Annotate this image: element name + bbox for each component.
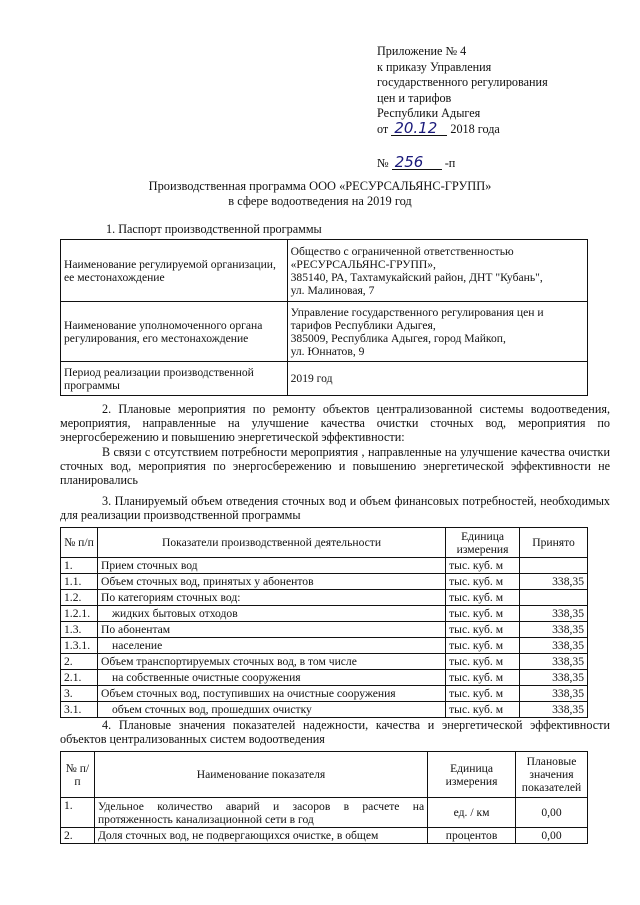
row-unit: тыс. куб. м [446,638,520,654]
row-number: 2. [61,654,98,670]
row-value: 338,35 [520,574,588,590]
row-unit: тыс. куб. м [446,686,520,702]
header-line: Приложение № 4 [377,44,467,58]
title-line-1: Производственная программа ООО «РЕСУРСАЛЬЯНС-ГРУПП» [148,179,492,193]
row-name: Объем сточных вод, принятых у абонентов [97,574,445,590]
number-suffix: -п [444,155,456,170]
section2-text2: В связи с отсутствием потребности мероприятия , направленные на улучшение качества очистки сточных вод, мероприятия по энергосбережению и повышению энергетической эффективности не планировались [60,445,610,488]
column-header: Единица измерения [446,528,520,558]
row-unit: тыс. куб. м [446,654,520,670]
row-name: По абонентам [97,622,445,638]
section2-text: 2. Плановые мероприятия по ремонту объектов централизованной системы водоотведения, мероприятия, направленные на улучшение качества очистки сточных вод, мероприятия по энергосбережению и повышению энергетической эффективности: [60,402,610,445]
column-header: № п/п [61,528,98,558]
table-row [61,590,588,606]
table-row [61,574,588,590]
row-value: 338,35 [520,654,588,670]
row-number: 2.1. [61,670,98,686]
row-unit: тыс. куб. м [446,670,520,686]
row-value [520,558,588,574]
passport-value: Управление государственного регулирования цен и тарифов Республики Адыгея, 385009, Республика Адыгея, город Майкоп, ул. Юннатов, 9 [287,302,587,362]
table-row [61,362,588,396]
table-row [61,638,588,654]
row-unit: тыс. куб. м [446,574,520,590]
row-name: на собственные очистные сооружения [97,670,445,686]
column-header: Принято [520,528,588,558]
document-title [0,179,640,209]
section4-heading: 4. Плановые значения показателей надежности, качества и энергетической эффективности объектов централизованных систем водоотведения [60,718,610,747]
row-value: 338,35 [520,606,588,622]
passport-label: Период реализации производственной программы [61,362,288,396]
table-row [61,686,588,702]
section1-heading: 1. Паспорт производственной программы [106,222,322,236]
row-value: 338,35 [520,686,588,702]
number-prefix: № [377,155,389,170]
row-number: 1.2.1. [61,606,98,622]
column-header: Наименование показателя [94,752,427,798]
row-number: 3. [61,686,98,702]
date-suffix: 2018 года [450,121,500,136]
table-row [61,302,588,362]
row-unit: тыс. куб. м [446,606,520,622]
table-row [61,240,588,302]
passport-table [60,239,588,396]
row-number: 1.3.1. [61,638,98,654]
column-header: Показатели производственной деятельности [97,528,445,558]
passport-label: Наименование регулируемой организации, ее местонахождение [61,240,288,302]
table-row [61,702,588,718]
date-prefix: от [377,121,389,136]
indicators-table [60,751,588,844]
row-value: 338,35 [520,702,588,718]
column-header: Единица измерения [428,752,516,798]
row-value: 338,35 [520,670,588,686]
header-number [377,152,548,172]
title-line-2: в сфере водоотведения на 2019 год [228,194,412,208]
table-row [61,654,588,670]
row-unit: ед. / км [428,798,516,828]
row-number: 1.3. [61,622,98,638]
row-unit: тыс. куб. м [446,622,520,638]
passport-value: 2019 год [287,362,587,396]
row-name: объем сточных вод, прошедших очистку [97,702,445,718]
header-line: Республики Адыгея [377,106,481,121]
section3-heading: 3. Планируемый объем отведения сточных вод и объем финансовых потребностей, необходимых для реализации производственной программы [60,494,610,523]
row-number: 1.2. [61,590,98,606]
row-name: Удельное количество аварий и засоров в расчете на протяженность канализационной сети в год [94,798,427,828]
table-row [61,622,588,638]
header-date [377,118,548,138]
header-line: цен и тарифов [377,90,452,105]
row-unit: процентов [428,828,516,844]
row-name: население [97,638,445,654]
row-name: жидких бытовых отходов [97,606,445,622]
header-line: государственного регулирования [377,75,548,90]
volume-table [60,527,588,718]
table-row [61,558,588,574]
column-header: Плановые значения показателей [516,752,588,798]
table-row [61,798,588,828]
passport-label: Наименование уполномоченного органа регулирования, его местонахождение [61,302,288,362]
row-number: 1. [61,798,95,828]
table-row [61,828,588,844]
row-value [520,590,588,606]
table-row [61,670,588,686]
row-unit: тыс. куб. м [446,590,520,606]
header-line: к приказу Управления [377,59,492,74]
row-value: 0,00 [516,828,588,844]
row-number: 2. [61,828,95,844]
table-header-row [61,752,588,798]
row-value: 338,35 [520,622,588,638]
row-name: Объем сточных вод, поступивших на очистные сооружения [97,686,445,702]
row-value: 0,00 [516,798,588,828]
row-name: Прием сточных вод [97,558,445,574]
appendix-header [377,44,548,171]
table-row [61,606,588,622]
row-unit: тыс. куб. м [446,702,520,718]
row-name: По категориям сточных вод: [97,590,445,606]
handwritten-number: 256 [392,156,442,170]
row-value: 338,35 [520,638,588,654]
table-header-row [61,528,588,558]
row-name: Объем транспортируемых сточных вод, в том числе [97,654,445,670]
row-number: 1.1. [61,574,98,590]
row-name: Доля сточных вод, не подвергающихся очистке, в общем [94,828,427,844]
row-unit: тыс. куб. м [446,558,520,574]
handwritten-date: 20.12 [391,122,447,136]
passport-value: Общество с ограниченной ответственностью «РЕСУРСАЛЬЯНС-ГРУПП», 385140, РА, Тахтамукайский район, ДНТ "Кубань", ул. Малиновая, 7 [287,240,587,302]
column-header: № п/п [61,752,95,798]
row-number: 3.1. [61,702,98,718]
row-number: 1. [61,558,98,574]
